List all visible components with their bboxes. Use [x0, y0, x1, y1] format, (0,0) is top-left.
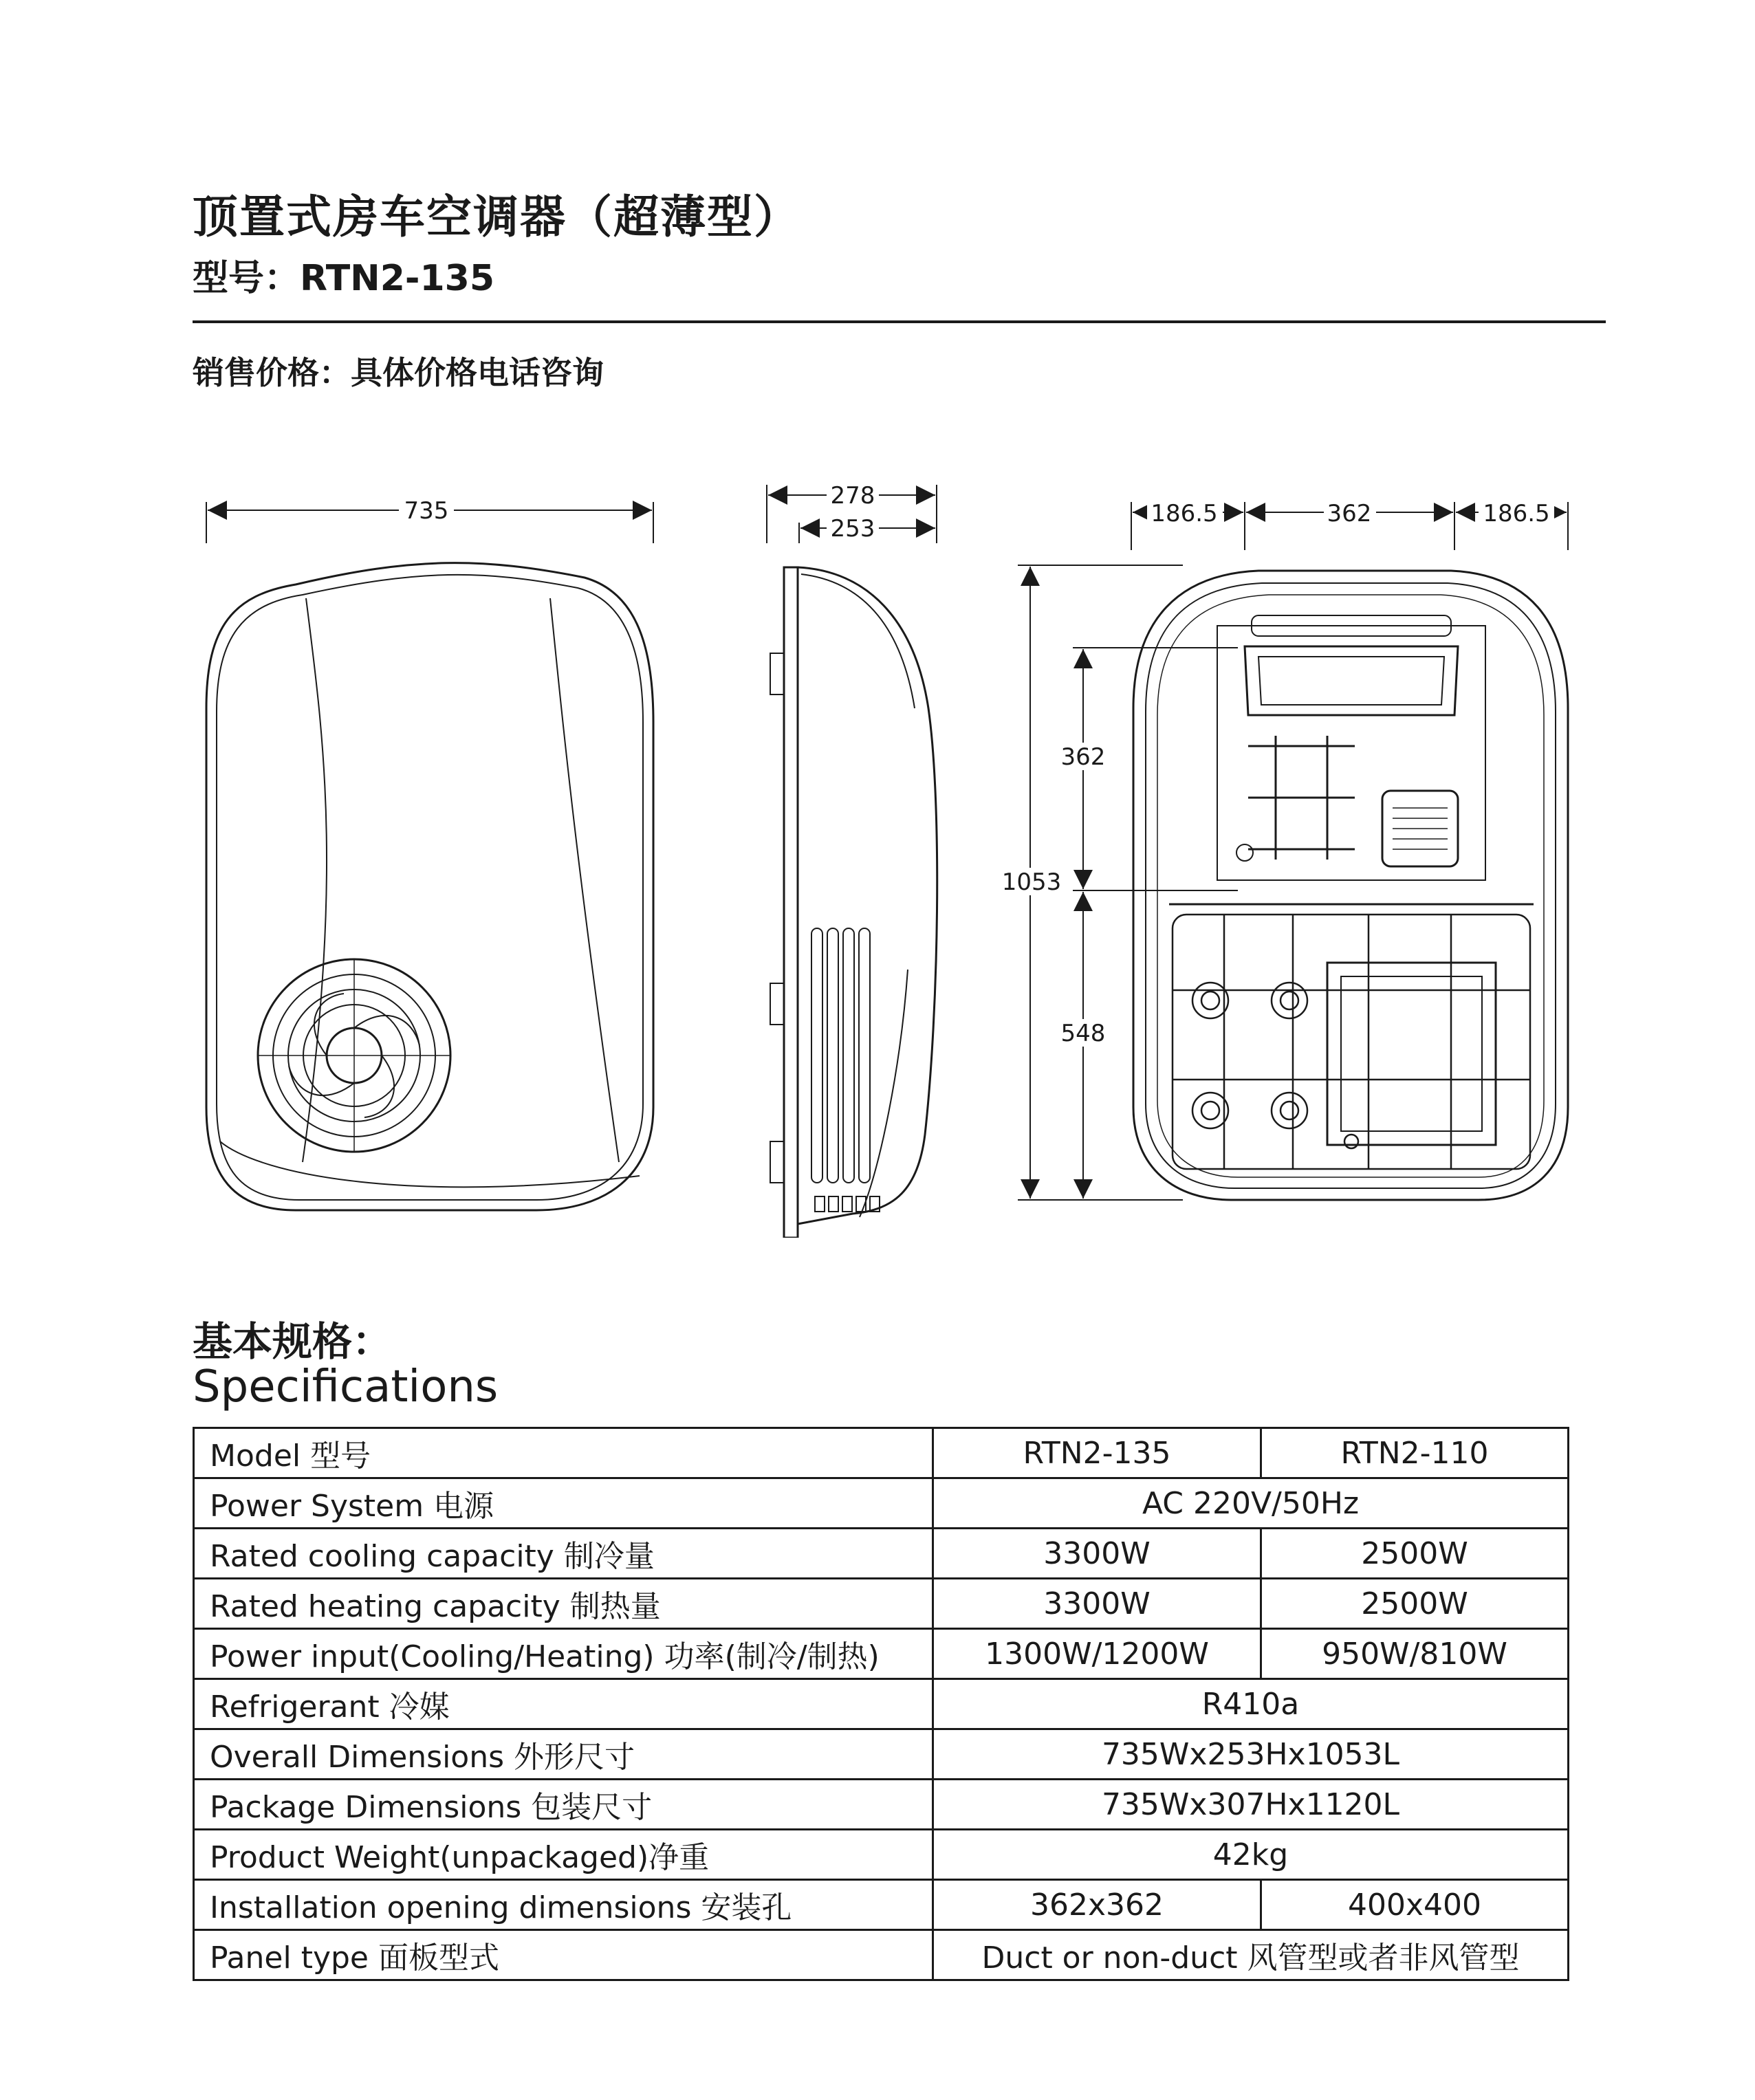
side-base-plate: [784, 567, 798, 1238]
compressor-section: [1173, 915, 1530, 1169]
front-view: [206, 496, 653, 1210]
spec-label: Rated heating capacity 制热量: [194, 1579, 933, 1629]
price-note: 销售价格：具体价格电话咨询: [193, 354, 604, 391]
spec-value: 400x400: [1261, 1880, 1569, 1930]
spec-value: RTN2-135: [933, 1428, 1261, 1478]
spec-value: 2500W: [1261, 1579, 1569, 1629]
bottom-outline: [1133, 571, 1568, 1200]
specs-heading-cn: 基本规格：: [193, 1318, 393, 1365]
spec-value: 3300W: [933, 1579, 1261, 1629]
technical-drawings: [0, 447, 1755, 1238]
spec-value: 735Wx253Hx1053L: [933, 1729, 1569, 1780]
side-view: [767, 482, 937, 1238]
spec-value: 1300W/1200W: [933, 1629, 1261, 1679]
model-number: 型号：RTN2-135: [193, 258, 495, 299]
spec-value: Duct or non-duct 风管型或者非风管型: [933, 1930, 1569, 1980]
spec-value: 735Wx307Hx1120L: [933, 1780, 1569, 1830]
left-margin-label: 186.5: [1151, 500, 1218, 527]
right-margin-label: 186.5: [1483, 500, 1550, 527]
side-profile: [798, 567, 937, 1224]
table-row: [194, 1729, 1569, 1780]
fan-grille: [258, 959, 450, 1152]
spec-label: Overall Dimensions 外形尺寸: [194, 1729, 933, 1780]
spec-value: R410a: [933, 1679, 1569, 1729]
spec-label: Refrigerant 冷媒: [194, 1679, 933, 1729]
table-row: [194, 1930, 1569, 1980]
opening-height-label: 362: [1060, 743, 1106, 771]
table-row: [194, 1629, 1569, 1679]
spec-value: RTN2-110: [1261, 1428, 1569, 1478]
bottom-view: [1002, 500, 1568, 1200]
duct-opening: [1217, 626, 1485, 880]
table-row: [194, 1428, 1569, 1478]
table-row: [194, 1579, 1569, 1629]
spec-value: 3300W: [933, 1529, 1261, 1579]
spec-value: 42kg: [933, 1830, 1569, 1880]
spec-label: Package Dimensions 包装尺寸: [194, 1780, 933, 1830]
spec-value: AC 220V/50Hz: [933, 1478, 1569, 1529]
spec-label: Rated cooling capacity 制冷量: [194, 1529, 933, 1579]
evaporator-frame: [1236, 736, 1458, 866]
front-width-label: 735: [404, 497, 449, 525]
front-outline: [206, 563, 653, 1210]
side-outer-label: 278: [830, 482, 875, 510]
spec-value: 950W/810W: [1261, 1629, 1569, 1679]
opening-width-label: 362: [1327, 500, 1372, 527]
spec-label: Model 型号: [194, 1428, 933, 1478]
spec-label: Product Weight(unpackaged)净重: [194, 1830, 933, 1880]
spec-value: 362x362: [933, 1880, 1261, 1930]
spec-table: [193, 1427, 1569, 1981]
spec-label: Installation opening dimensions 安装孔: [194, 1880, 933, 1930]
table-row: [194, 1679, 1569, 1729]
header-divider: [193, 320, 1606, 323]
condenser-fins: [811, 928, 870, 1183]
lower-section-label: 548: [1060, 1020, 1106, 1047]
page-title: 顶置式房车空调器（超薄型）: [193, 190, 800, 243]
spec-label: Power input(Cooling/Heating) 功率(制冷/制热): [194, 1629, 933, 1679]
total-length-label: 1053: [1001, 868, 1062, 896]
spec-label: Power System 电源: [194, 1478, 933, 1529]
table-row: [194, 1478, 1569, 1529]
spec-value: 2500W: [1261, 1529, 1569, 1579]
table-row: [194, 1880, 1569, 1930]
table-row: [194, 1780, 1569, 1830]
specs-heading-en: Specifications: [193, 1361, 499, 1412]
side-inner-label: 253: [830, 515, 875, 543]
spec-label: Panel type 面板型式: [194, 1930, 933, 1980]
table-row: [194, 1529, 1569, 1579]
table-row: [194, 1830, 1569, 1880]
